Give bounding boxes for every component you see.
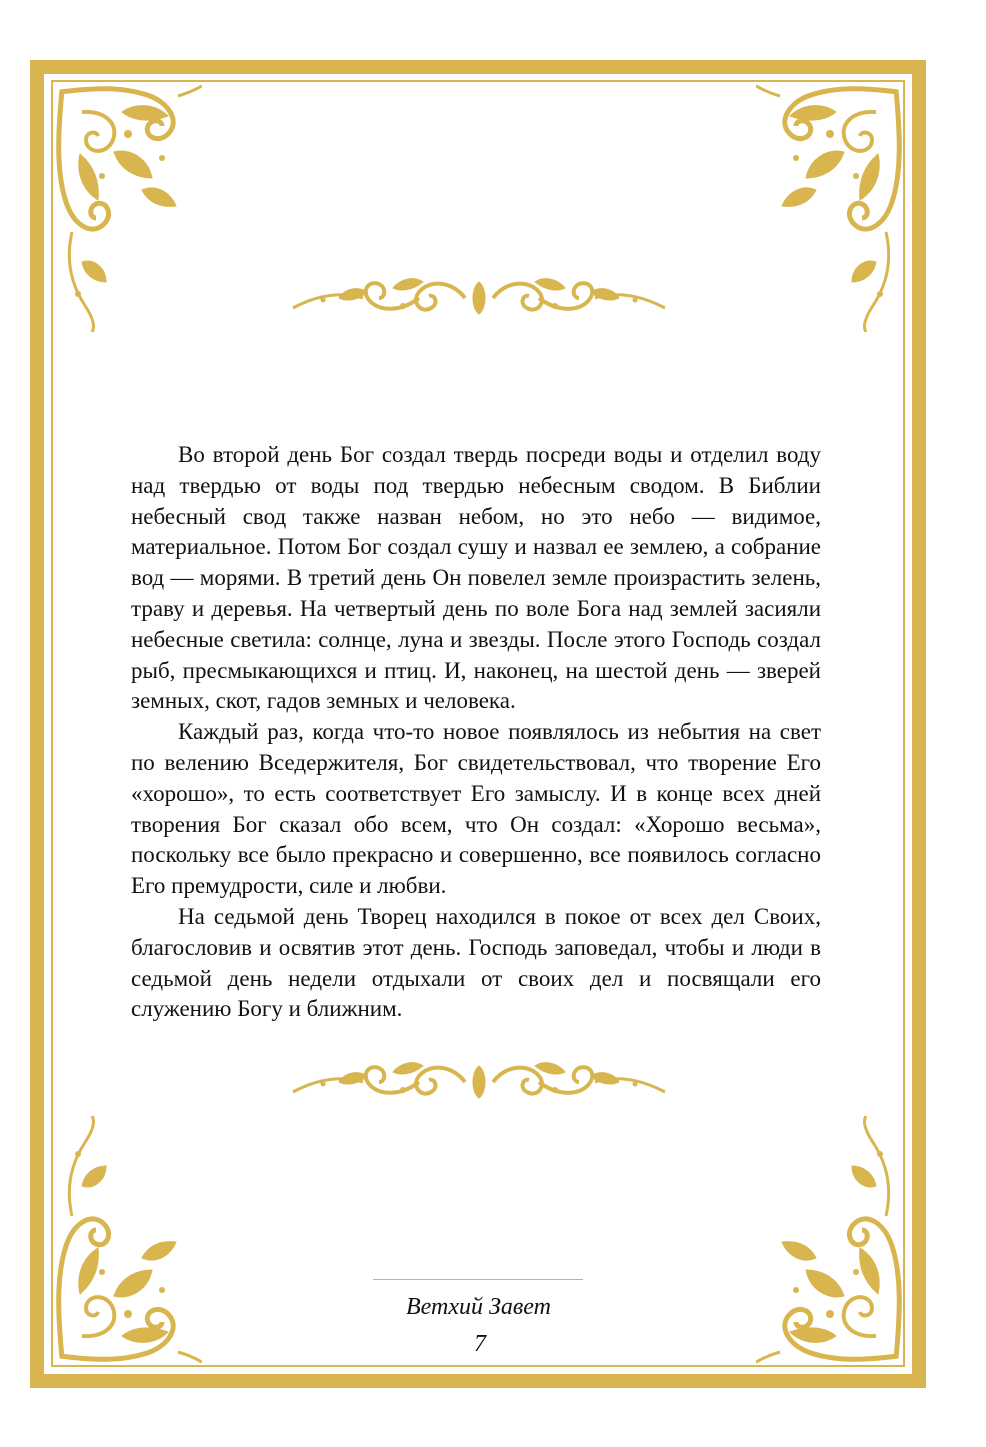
paragraph-2: Каждый раз, когда что-то новое появлялось из небытия на свет по велению Вседержителя, Бог свидетельствовал, что творение Его «хорошо», то есть соответствует Его замыслу. И в конце всех дней творения Бог сказал обо всем, что Он создал: «Хорошо весьма», поскольку все было прекрасно и совершенно, все появилось согласно Его премудрости, силе и любви. (131, 719, 821, 899)
footer-divider-line (373, 1279, 583, 1280)
floral-corner-top-left-icon (52, 82, 202, 332)
floral-corner-bottom-right-icon (756, 1116, 906, 1366)
floral-divider-bottom-icon (283, 1052, 675, 1112)
footer-book-title: Ветхий Завет (406, 1294, 551, 1320)
paragraph-3: На седьмой день Творец находился в покое от всех дел Своих, благословив и освятив этот день. Господь заповедал, чтобы и люди в седьмой день недели отдыхали от своих дел и посвящали его служению Богу и ближним. (131, 903, 821, 1022)
floral-corner-bottom-left-icon (52, 1116, 202, 1366)
paragraph-1: Во второй день Бог создал твердь посреди воды и отделил воду над твердью от воды под твердью небесным сводом. В Библии небесный свод также назван небом, но это небо — видимое, материальное. Потом Бог создал сушу и назвал ее землею, а собрание вод — морями. В третий день Он повелел земле произрастить зелень, траву и деревья. На четвертый день по воле Бога над землей засияли небесные светила: солнце, луна и звезды. После этого Господь создал рыб, пресмыкающихся и птиц. И, наконец, на шестой день — зверей земных, скот, гадов земных и человека. (131, 442, 821, 714)
floral-divider-top-icon (283, 268, 675, 328)
page-number: 7 (474, 1331, 486, 1357)
body-text (131, 440, 821, 1025)
floral-corner-top-right-icon (756, 82, 906, 332)
